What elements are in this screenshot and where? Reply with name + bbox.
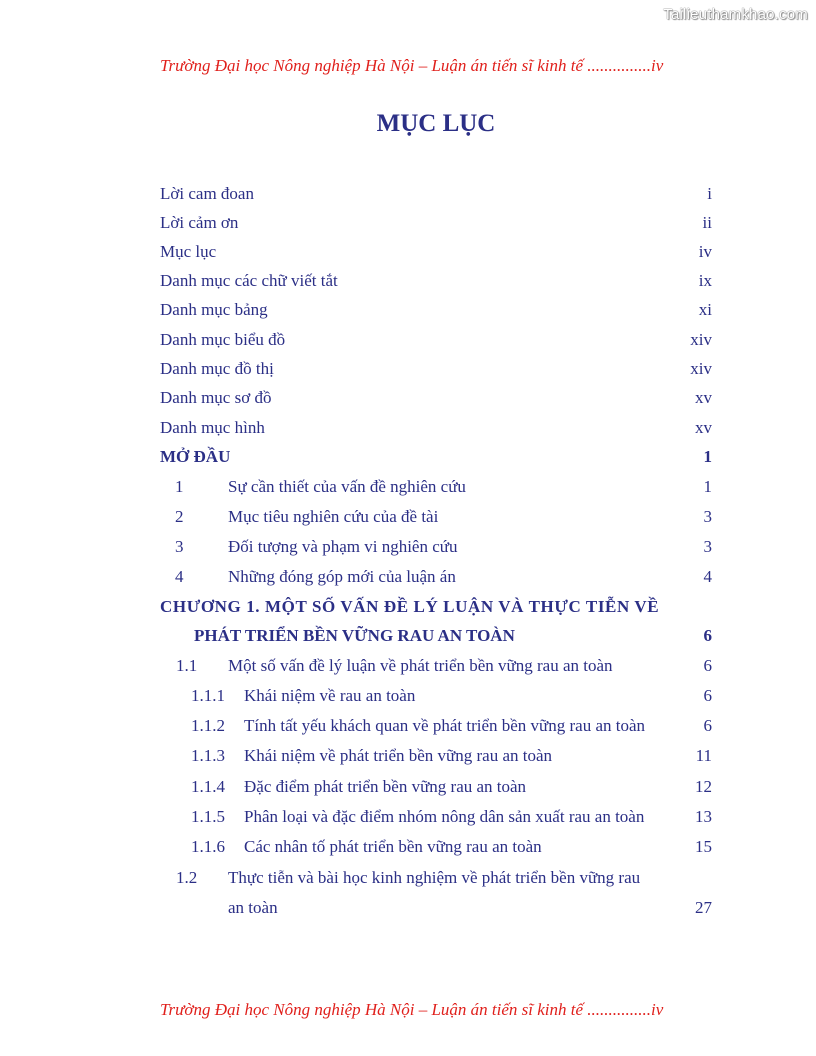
- toc-chapter-heading: [160, 624, 712, 648]
- toc-entry-text: Thực tiễn và bài học kinh nghiệm về phát triển bền vững rau: [228, 868, 641, 887]
- toc-entry-number: 1.1.5: [191, 807, 225, 826]
- toc-entry-text: MỞ ĐẦU: [160, 447, 231, 466]
- toc-row: [160, 565, 712, 589]
- toc-row: [160, 835, 712, 859]
- toc-entry-page: 1: [703, 477, 712, 496]
- toc-entry-number: 1.1.4: [191, 777, 225, 796]
- toc-row: [160, 805, 712, 829]
- toc-entry-text: Danh mục đồ thị: [160, 359, 274, 378]
- toc-row: [160, 269, 712, 293]
- toc-entry-text: Một số vấn đề lý luận về phát triển bền vững rau an toàn: [228, 656, 613, 675]
- toc-row: [160, 744, 712, 768]
- toc-entry-page: 3: [703, 537, 712, 556]
- toc-section-heading: [160, 445, 712, 469]
- toc-row: [160, 775, 712, 799]
- toc-entry-page: 3: [703, 507, 712, 526]
- toc-entry-number: 1.1.1: [191, 686, 225, 705]
- toc-entry-number: 1.1.6: [191, 837, 225, 856]
- toc-entry-page: i: [707, 184, 712, 203]
- toc-entry-text: Phân loại và đặc điểm nhóm nông dân sản xuất rau an toàn: [244, 807, 645, 826]
- toc-row: [160, 328, 712, 352]
- toc-entry-text: CHƯƠNG 1. MỘT SỐ VẤN ĐỀ LÝ LUẬN VÀ THỰC TIỄN VỀ: [160, 597, 660, 616]
- toc-entry-text: Danh mục các chữ viết tắt: [160, 271, 338, 290]
- toc-entry-text: Khái niệm về rau an toàn: [244, 686, 416, 705]
- toc-entry-page: 13: [695, 807, 712, 826]
- toc-entry-page: 1: [703, 447, 712, 466]
- toc-entry-number: 1.2: [176, 868, 198, 887]
- toc-row: [160, 654, 712, 678]
- toc-entry-page: ix: [698, 271, 712, 290]
- toc-row: [160, 505, 712, 529]
- toc-entry-page: 6: [703, 626, 712, 645]
- toc-row: [160, 535, 712, 559]
- toc-entry-page: 6: [703, 686, 712, 705]
- toc-row: [160, 896, 712, 920]
- running-footer: Trường Đại học Nông nghiệp Hà Nội – Luận án tiến sĩ kinh tế ...............iv: [160, 1000, 664, 1019]
- toc-entry-page: xv: [695, 388, 712, 407]
- toc-chapter-heading: [160, 595, 720, 619]
- toc-entry-text: Danh mục bảng: [160, 300, 268, 319]
- toc-row: [160, 416, 712, 440]
- toc-entry-text: Lời cảm ơn: [160, 213, 239, 232]
- toc-entry-page: 4: [703, 567, 712, 586]
- toc-row: [160, 357, 712, 381]
- toc-entry-page: 12: [695, 777, 712, 796]
- toc-row: [160, 714, 712, 738]
- toc-entry-page: xv: [695, 418, 712, 437]
- running-header: Trường Đại học Nông nghiệp Hà Nội – Luận án tiến sĩ kinh tế ...............iv: [160, 56, 664, 75]
- toc-row: [160, 211, 712, 235]
- toc-entry-page: 6: [703, 656, 712, 675]
- toc-entry-number: 1.1.3: [191, 746, 225, 765]
- toc-entry-text: Danh mục hình: [160, 418, 265, 437]
- toc-entry-text: Mục tiêu nghiên cứu của đề tài: [228, 507, 439, 526]
- toc-entry-text: an toàn: [228, 898, 278, 917]
- toc-row: [160, 475, 712, 499]
- toc-entry-number: 1: [175, 477, 184, 496]
- toc-entry-text: Sự cần thiết của vấn đề nghiên cứu: [228, 477, 466, 496]
- toc-row: [160, 386, 712, 410]
- toc-entry-page: iv: [698, 242, 712, 261]
- toc-entry-page: 11: [695, 746, 712, 765]
- toc-entry-text: Danh mục sơ đồ: [160, 388, 272, 407]
- toc-entry-page: xiv: [690, 330, 712, 349]
- toc-row: [160, 298, 712, 322]
- toc-entry-number: 1.1: [176, 656, 198, 675]
- toc-entry-number: 3: [175, 537, 184, 556]
- toc-entry-number: 1.1.2: [191, 716, 225, 735]
- toc-entry-text: Danh mục biểu đồ: [160, 330, 286, 349]
- toc-entry-page: ii: [702, 213, 712, 232]
- toc-row: [160, 684, 712, 708]
- toc-entry-text: Những đóng góp mới của luận án: [228, 567, 456, 586]
- toc-entry-number: 2: [175, 507, 184, 526]
- toc-entry-page: 15: [695, 837, 712, 856]
- toc-entry-page: xiv: [690, 359, 712, 378]
- toc-row: [160, 182, 712, 206]
- toc-row: [160, 866, 712, 890]
- toc-entry-text: Lời cam đoan: [160, 184, 254, 203]
- toc-entry-page: 27: [695, 898, 712, 917]
- toc-entry-text: Tính tất yếu khách quan về phát triển bền vững rau an toàn: [244, 716, 646, 735]
- toc-entry-number: 4: [175, 567, 184, 586]
- toc-entry-text: PHÁT TRIỂN BỀN VỮNG RAU AN TOÀN: [194, 626, 515, 645]
- toc-entry-page: xi: [698, 300, 712, 319]
- page-title: MỤC LỤC: [376, 110, 496, 137]
- toc-entry-text: Đặc điểm phát triển bền vững rau an toàn: [244, 777, 527, 796]
- toc-entry-text: Các nhân tố phát triển bền vững rau an toàn: [244, 837, 542, 856]
- toc-entry-text: Khái niệm về phát triển bền vững rau an toàn: [244, 746, 553, 765]
- toc-entry-text: Mục lục: [160, 242, 217, 261]
- watermark-text: Tailieuthamkhao.com: [663, 6, 808, 23]
- toc-entry-text: Đối tượng và phạm vi nghiên cứu: [228, 537, 458, 556]
- toc-entry-page: 6: [703, 716, 712, 735]
- toc-row: [160, 240, 712, 264]
